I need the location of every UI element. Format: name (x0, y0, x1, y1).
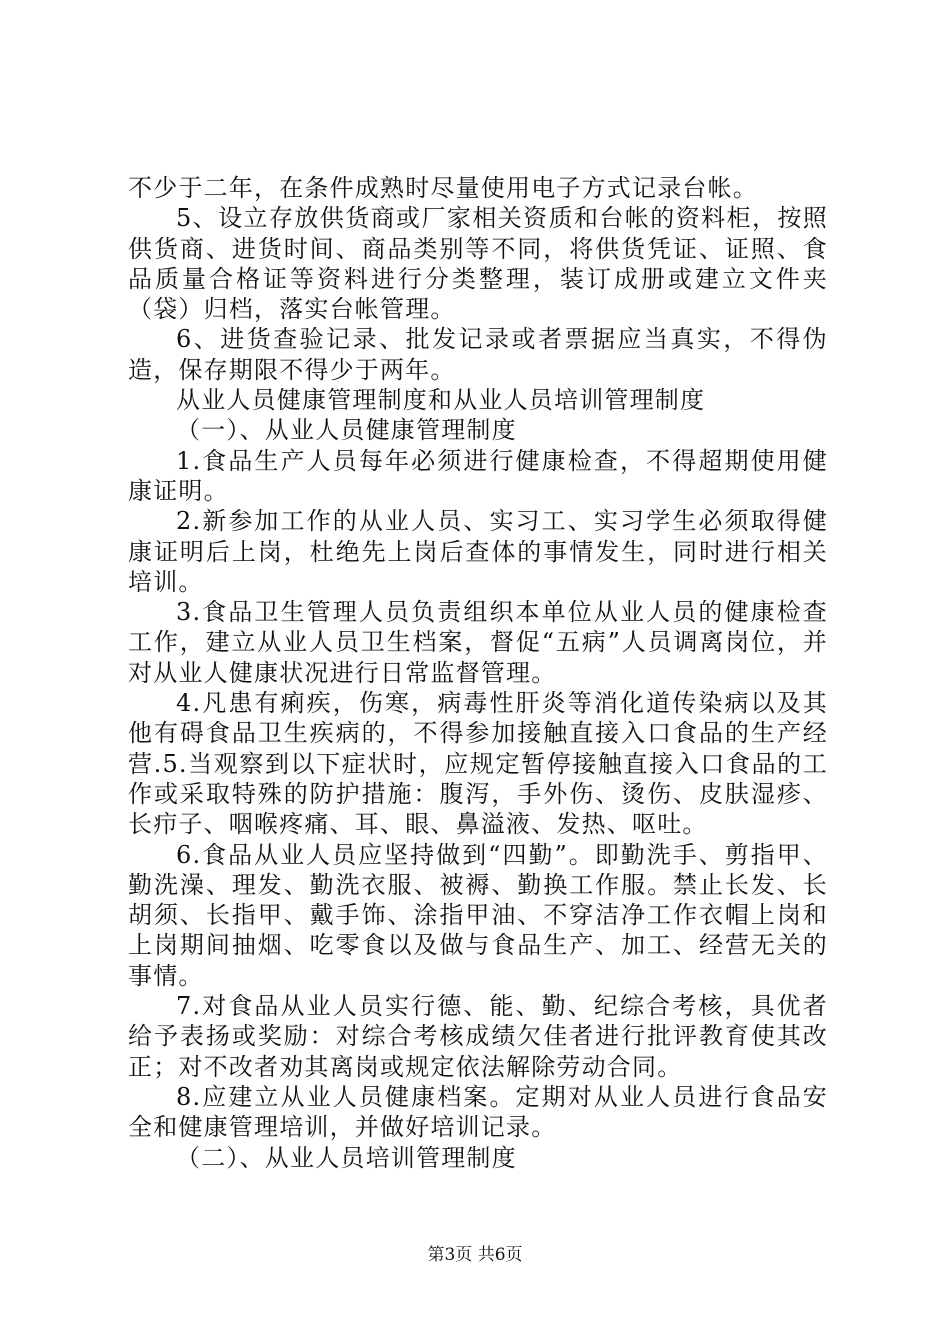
subsection-training-title: （二）、从业人员培训管理制度 (176, 1143, 517, 1172)
page-number-footer: 第3页 共6页 (427, 1245, 523, 1265)
section-title: 从业人员健康管理制度和从业人员培训管理制度 (176, 386, 706, 415)
list-item-6: 6.食品从业人员应坚持做到“四勤”。即勤洗手、剪指甲、勤洗澡、理发、勤洗衣服、被褥、勤换工作服。禁止长发、长胡须、长指甲、戴手饰、涂指甲油、不穿洁净工作衣帽上岗和上岗期间抽烟、吃零食以及做与食品生产、加工、经营无关的事情。 (128, 840, 828, 990)
list-item-2: 2.新参加工作的从业人员、实习工、实习学生必须取得健康证明后上岗，杜绝先上岗后查体的事情发生，同时进行相关培训。 (128, 507, 828, 596)
paragraph-continuation: 不少于二年，在条件成熟时尽量使用电子方式记录台帐。 (128, 174, 758, 202)
list-item-8: 8.应建立从业人员健康档案。定期对从业人员进行食品安全和健康管理培训，并做好培训记录。 (128, 1082, 828, 1142)
list-item-4-5: 4.凡患有痢疾，伤寒，病毒性肝炎等消化道传染病以及其他有碍食品卫生疾病的，不得参加接触直接入口食品的生产经营.5.当观察到以下症状时，应规定暂停接触直接入口食品的工作或采取特殊的防护措施：腹泻，手外伤、烫伤、皮肤湿疹、长疖子、咽喉疼痛、耳、眼、鼻溢液、发热、呕吐。 (128, 689, 828, 839)
document-body (128, 173, 828, 1173)
subsection-health-title: （一）、从业人员健康管理制度 (176, 416, 517, 445)
list-item-7: 7.对食品从业人员实行德、能、勤、纪综合考核，具优者给予表扬或奖励：对综合考核成绩欠佳者进行批评教育使其改正；对不改者劝其离岗或规定依法解除劳动合同。 (128, 992, 828, 1081)
paragraph-5: 5、设立存放供货商或厂家相关资质和台帐的资料柜，按照供货商、进货时间、商品类别等不同，将供货凭证、证照、食品质量合格证等资料进行分类整理，装订成册或建立文件夹（袋）归档，落实台帐管理。 (128, 204, 828, 324)
list-item-3: 3.食品卫生管理人员负责组织本单位从业人员的健康检查工作，建立从业人员卫生档案，督促“五病”人员调离岗位，并对从业人健康状况进行日常监督管理。 (128, 598, 828, 687)
paragraph-6: 6、进货查验记录、批发记录或者票据应当真实，不得伪造，保存期限不得少于两年。 (128, 325, 828, 384)
list-item-1: 1.食品生产人员每年必须进行健康检查，不得超期使用健康证明。 (128, 446, 828, 505)
